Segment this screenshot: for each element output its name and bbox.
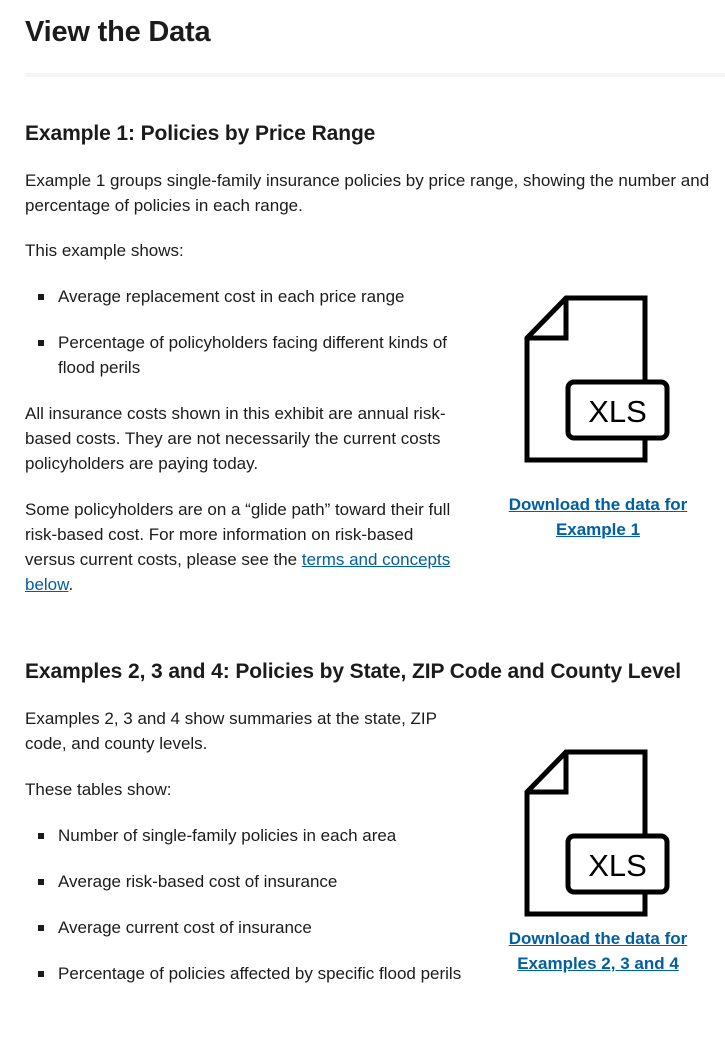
example-234-intro: Examples 2, 3 and 4 show summaries at the state, ZIP code, and county levels.	[25, 709, 437, 753]
section-divider	[25, 73, 725, 77]
example-1-lead: This example shows:	[25, 241, 184, 260]
page-title: View the Data	[25, 16, 211, 48]
list-item: Percentage of policyholders facing different kinds of flood perils	[58, 330, 465, 380]
example-234-lead: These tables show:	[25, 780, 172, 799]
list-item: Number of single-family policies in each area	[58, 823, 465, 848]
xls-label: XLS	[588, 394, 647, 429]
list-item: Average replacement cost in each price range	[58, 284, 465, 309]
glide-text: Some policyholders are on a “glide path” toward their full risk-based cost. For more information on risk-based versus current costs, please see the	[25, 500, 451, 569]
list-item: Average current cost of insurance	[58, 915, 465, 940]
terms-and-concepts-link[interactable]: terms and concepts below	[25, 550, 451, 594]
download-example-1-link[interactable]: Download the data for Example 1	[508, 495, 688, 539]
list-item: Average risk-based cost of insurance	[58, 869, 465, 894]
download-examples-2-3-4-link[interactable]: Download the data for Examples 2, 3 and 4	[508, 929, 688, 973]
example-1-costs-paragraph: All insurance costs shown in this exhibit are annual risk-based costs. They are not necessarily the current costs policyholders are paying today.	[25, 404, 446, 473]
example-234-section	[25, 658, 725, 983]
example-1-heading: Example 1: Policies by Price Range	[25, 122, 376, 145]
example-1-bullet-list	[25, 284, 465, 380]
example-234-download	[488, 748, 708, 976]
xls-label: XLS	[588, 848, 647, 883]
example-1-intro: Example 1 groups single-family insurance policies by price range, showing the number and percentage of policies in each range.	[25, 171, 710, 215]
example-1-glide-paragraph	[25, 497, 465, 597]
example-1-section	[25, 120, 725, 594]
example-234-heading: Examples 2, 3 and 4: Policies by State, ZIP Code and County Level	[25, 660, 681, 683]
xls-file-icon	[523, 748, 673, 918]
example-234-bullet-list	[25, 823, 465, 986]
xls-file-icon	[523, 294, 673, 464]
glide-text-end: .	[68, 575, 74, 594]
example-1-download	[488, 294, 708, 542]
list-item: Percentage of policies affected by specific flood perils	[58, 961, 465, 986]
